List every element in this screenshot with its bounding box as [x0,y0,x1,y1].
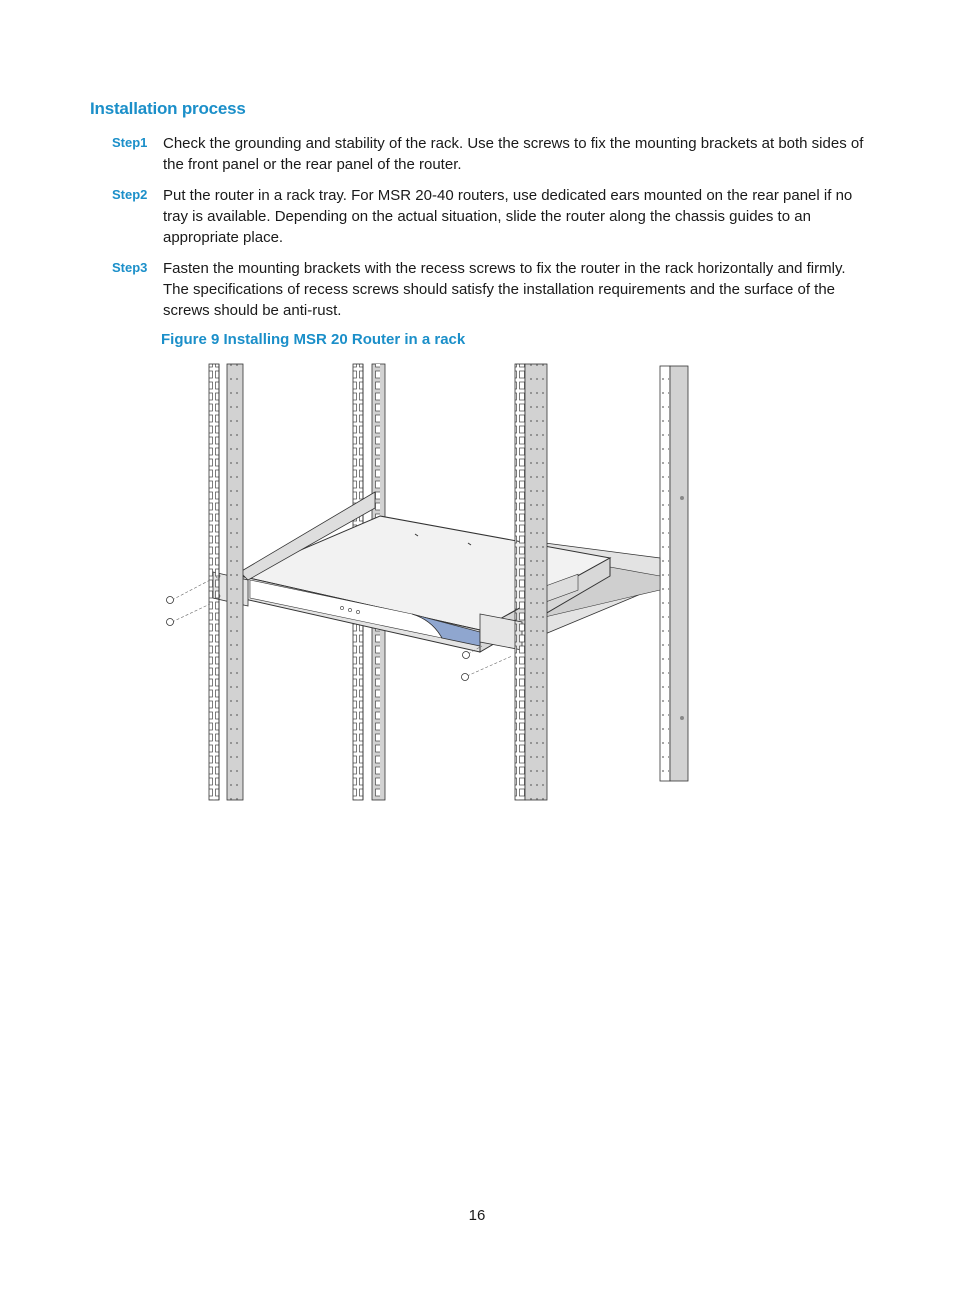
rack-illustration-svg [150,358,710,808]
step-label: Step2 [112,187,148,202]
step-label: Step1 [112,135,148,150]
step-2 [112,185,872,248]
figure-caption: Figure 9 Installing MSR 20 Router in a rack [161,331,466,348]
screw-left-bottom [167,604,211,626]
rack-rail-front-right [515,364,547,800]
step-label: Step3 [112,260,148,275]
screw-left-top [167,580,211,604]
router-chassis [240,516,610,652]
rack-installation-illustration [150,358,710,813]
step-3 [112,258,872,321]
step-text: Put the router in a rack tray. For MSR 20-40 routers, use dedicated ears mounted on the rear panel if no tray is available. Depending on the actual situation, slide the router along the chassis guides to an appropriate place. [163,187,853,246]
step-1 [112,133,872,175]
screw-right-bottom [462,656,513,681]
step-text: Fasten the mounting brackets with the recess screws to fix the router in the rack horizontally and firmly. The specifications of recess screws should satisfy the installation requirements and the surface of the screws should be anti-rust. [163,260,846,319]
page-number: 16 [468,1207,486,1224]
section-title: Installation process [90,99,246,118]
step-text: Check the grounding and stability of the rack. Use the screws to fix the mounting brackets at both sides of the front panel or the rear panel of the router. [163,135,864,173]
rack-rail-rear-right [660,366,688,781]
